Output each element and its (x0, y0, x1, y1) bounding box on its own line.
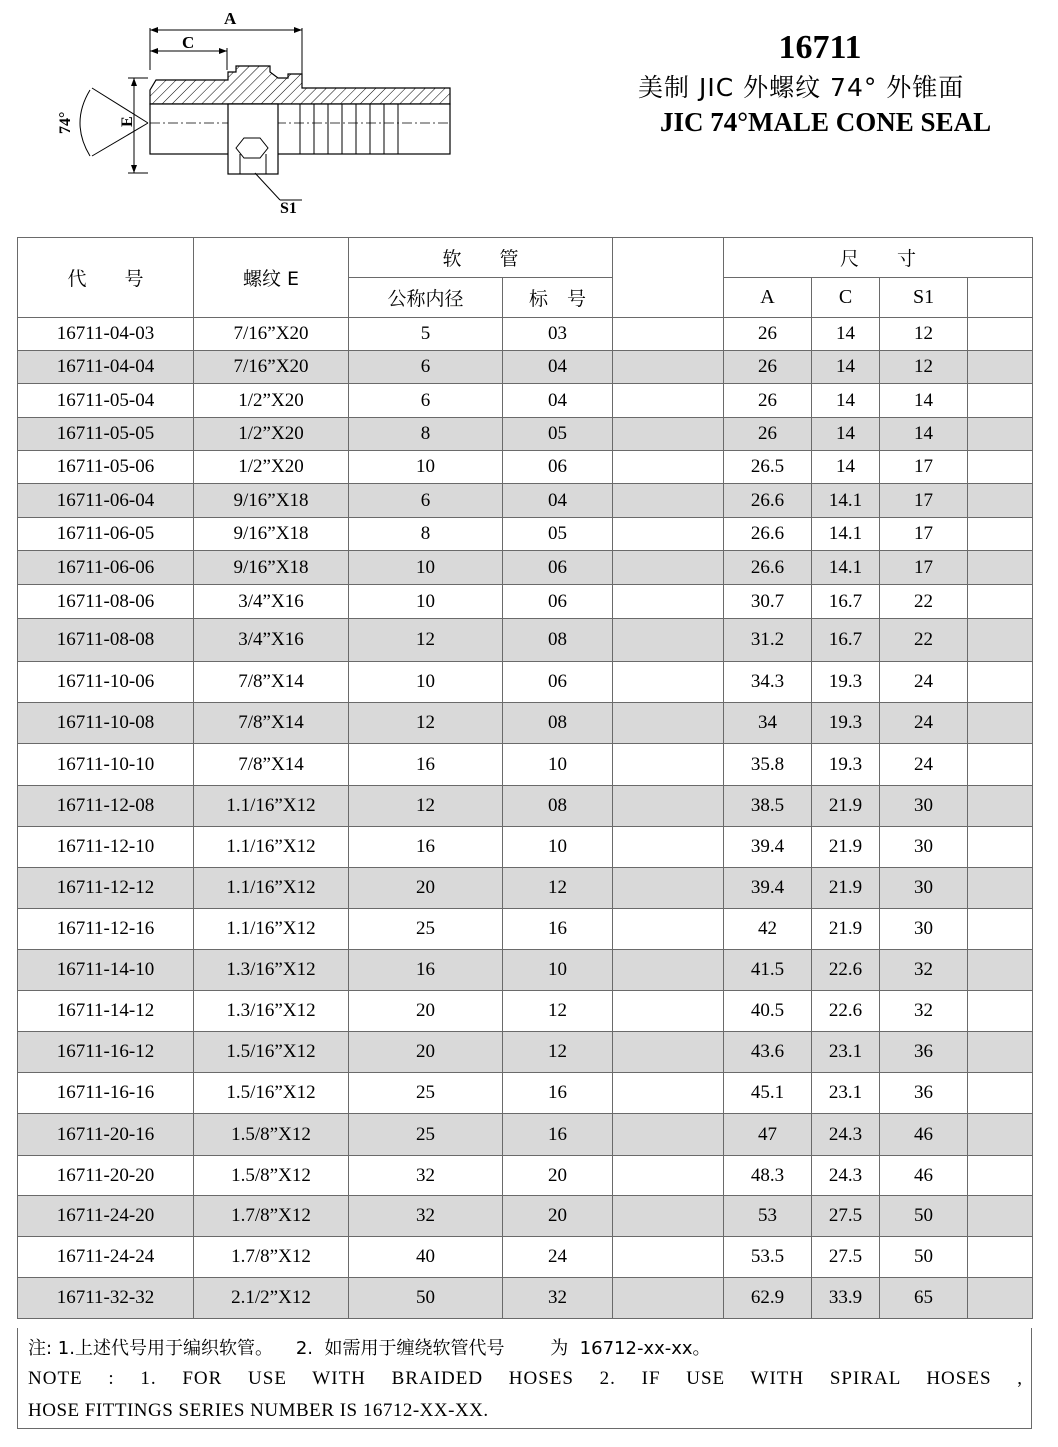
cell-s1: 24 (880, 662, 968, 703)
cell-extra (968, 950, 1033, 991)
cell-thread: 9/16”X18 (194, 551, 349, 585)
cell-s1: 24 (880, 703, 968, 744)
cell-hose-mark: 24 (503, 1237, 613, 1278)
cell-code: 16711-08-08 (18, 619, 194, 662)
cell-s1: 22 (880, 585, 968, 619)
cell-blank (613, 418, 724, 451)
fitting-drawing (30, 8, 470, 223)
cell-a: 41.5 (724, 950, 812, 991)
table-row (18, 786, 1033, 827)
cell-thread: 3/4”X16 (194, 619, 349, 662)
cell-s1: 22 (880, 619, 968, 662)
cell-s1: 17 (880, 451, 968, 484)
cell-s1: 14 (880, 418, 968, 451)
cell-hose-id: 12 (349, 703, 503, 744)
cell-extra (968, 991, 1033, 1032)
cell-hose-id: 25 (349, 1114, 503, 1156)
cell-s1: 30 (880, 786, 968, 827)
cell-extra (968, 518, 1033, 551)
table-row (18, 619, 1033, 662)
cell-a: 26 (724, 351, 812, 384)
cell-a: 45.1 (724, 1073, 812, 1114)
table-row (18, 662, 1033, 703)
cell-extra (968, 551, 1033, 585)
cell-hose-id: 6 (349, 484, 503, 518)
table-row (18, 1237, 1033, 1278)
table-row (18, 518, 1033, 551)
cell-blank (613, 744, 724, 786)
cell-s1: 36 (880, 1032, 968, 1073)
note-english-line1: NOTE : 1. FOR USE WITH BRAIDED HOSES 2. IF USE WITH SPIRAL HOSES , (28, 1368, 1023, 1389)
cell-code: 16711-12-08 (18, 786, 194, 827)
cell-hose-mark: 08 (503, 619, 613, 662)
cell-c: 24.3 (812, 1156, 880, 1196)
cell-thread: 1.1/16”X12 (194, 827, 349, 868)
cell-blank (613, 991, 724, 1032)
table-row (18, 1114, 1033, 1156)
cell-thread: 1.7/8”X12 (194, 1237, 349, 1278)
cell-hose-mark: 10 (503, 744, 613, 786)
table-row (18, 950, 1033, 991)
cell-c: 27.5 (812, 1196, 880, 1237)
cell-thread: 1/2”X20 (194, 451, 349, 484)
cell-extra (968, 384, 1033, 418)
cell-hose-mark: 04 (503, 484, 613, 518)
cell-c: 14 (812, 384, 880, 418)
cell-thread: 1.3/16”X12 (194, 950, 349, 991)
cell-hose-id: 10 (349, 551, 503, 585)
cell-hose-id: 32 (349, 1156, 503, 1196)
cell-s1: 46 (880, 1156, 968, 1196)
cell-thread: 1.1/16”X12 (194, 909, 349, 950)
cell-a: 38.5 (724, 786, 812, 827)
table-row (18, 868, 1033, 909)
cell-c: 33.9 (812, 1278, 880, 1319)
table-row (18, 484, 1033, 518)
cell-code: 16711-16-12 (18, 1032, 194, 1073)
s1-label: S1 (280, 200, 297, 217)
cell-hose-id: 12 (349, 786, 503, 827)
cell-thread: 1/2”X20 (194, 418, 349, 451)
cell-hose-mark: 16 (503, 1073, 613, 1114)
cell-thread: 2.1/2”X12 (194, 1278, 349, 1319)
cell-c: 24.3 (812, 1114, 880, 1156)
cell-a: 53.5 (724, 1237, 812, 1278)
cell-a: 53 (724, 1196, 812, 1237)
cell-c: 16.7 (812, 619, 880, 662)
cell-a: 26 (724, 318, 812, 351)
cell-code: 16711-20-16 (18, 1114, 194, 1156)
cell-hose-id: 16 (349, 744, 503, 786)
cell-c: 14.1 (812, 551, 880, 585)
table-row (18, 551, 1033, 585)
cell-code: 16711-12-16 (18, 909, 194, 950)
header-c: C (812, 278, 880, 318)
table-row (18, 585, 1033, 619)
cell-c: 27.5 (812, 1237, 880, 1278)
cell-extra (968, 1032, 1033, 1073)
cell-hose-id: 6 (349, 351, 503, 384)
cell-extra (968, 1073, 1033, 1114)
part-number: 16711 (778, 29, 862, 66)
cell-c: 19.3 (812, 662, 880, 703)
cell-hose-id: 16 (349, 827, 503, 868)
table-row (18, 318, 1033, 351)
cell-a: 43.6 (724, 1032, 812, 1073)
cell-thread: 1.7/8”X12 (194, 1196, 349, 1237)
cell-code: 16711-24-24 (18, 1237, 194, 1278)
cell-extra (968, 351, 1033, 384)
cell-extra (968, 1237, 1033, 1278)
cell-extra (968, 868, 1033, 909)
cell-blank (613, 868, 724, 909)
cell-hose-id: 20 (349, 868, 503, 909)
title-chinese: 美制 JIC 外螺纹 74° 外锥面 (638, 73, 965, 102)
cell-a: 42 (724, 909, 812, 950)
table-row (18, 703, 1033, 744)
cell-a: 31.2 (724, 619, 812, 662)
table-row (18, 1196, 1033, 1237)
cell-blank (613, 518, 724, 551)
cell-hose-mark: 20 (503, 1156, 613, 1196)
table-row (18, 909, 1033, 950)
cell-a: 26 (724, 418, 812, 451)
notes-box (17, 1328, 1032, 1429)
cell-hose-mark: 32 (503, 1278, 613, 1319)
cell-hose-id: 40 (349, 1237, 503, 1278)
cell-blank (613, 662, 724, 703)
cell-extra (968, 909, 1033, 950)
title-block (600, 28, 1040, 138)
cell-blank (613, 585, 724, 619)
cell-hose-id: 20 (349, 1032, 503, 1073)
cell-c: 21.9 (812, 909, 880, 950)
note-chinese: 注: 1.上述代号用于编织软管。 2. 如需用于缠绕软管代号 为 16712-xx-xx。 (28, 1338, 711, 1359)
cell-a: 30.7 (724, 585, 812, 619)
cell-hose-mark: 12 (503, 868, 613, 909)
cell-s1: 30 (880, 909, 968, 950)
cell-s1: 32 (880, 950, 968, 991)
cell-s1: 50 (880, 1237, 968, 1278)
cell-code: 16711-16-16 (18, 1073, 194, 1114)
cell-blank (613, 827, 724, 868)
header-code: 代 号 (18, 238, 194, 318)
cell-blank (613, 909, 724, 950)
cell-hose-mark: 06 (503, 551, 613, 585)
cell-a: 39.4 (724, 827, 812, 868)
cell-hose-id: 10 (349, 451, 503, 484)
cell-s1: 17 (880, 484, 968, 518)
header-s1: S1 (880, 278, 968, 318)
cell-extra (968, 744, 1033, 786)
cell-a: 47 (724, 1114, 812, 1156)
cell-blank (613, 551, 724, 585)
cell-code: 16711-10-08 (18, 703, 194, 744)
cell-s1: 36 (880, 1073, 968, 1114)
table-row (18, 384, 1033, 418)
cell-s1: 12 (880, 318, 968, 351)
cell-thread: 9/16”X18 (194, 484, 349, 518)
cell-thread: 7/8”X14 (194, 703, 349, 744)
cell-hose-id: 20 (349, 991, 503, 1032)
cell-a: 34.3 (724, 662, 812, 703)
cell-hose-mark: 12 (503, 1032, 613, 1073)
cell-s1: 32 (880, 991, 968, 1032)
cell-c: 14 (812, 451, 880, 484)
header-extra (968, 278, 1033, 318)
cell-thread: 1.5/8”X12 (194, 1156, 349, 1196)
cell-blank (613, 384, 724, 418)
cell-a: 26.6 (724, 484, 812, 518)
cell-s1: 46 (880, 1114, 968, 1156)
cell-code: 16711-06-05 (18, 518, 194, 551)
title-english: JIC 74°MALE CONE SEAL (660, 107, 992, 137)
cell-a: 26.5 (724, 451, 812, 484)
cell-c: 19.3 (812, 703, 880, 744)
dim-a-label: A (224, 9, 237, 28)
cell-hose-mark: 12 (503, 991, 613, 1032)
spec-table (17, 237, 1033, 1319)
cell-s1: 17 (880, 518, 968, 551)
cell-a: 26 (724, 384, 812, 418)
cell-code: 16711-32-32 (18, 1278, 194, 1319)
cell-c: 14 (812, 418, 880, 451)
cell-thread: 7/8”X14 (194, 662, 349, 703)
cell-thread: 1.3/16”X12 (194, 991, 349, 1032)
table-row (18, 351, 1033, 384)
cell-blank (613, 351, 724, 384)
cell-extra (968, 418, 1033, 451)
cell-thread: 9/16”X18 (194, 518, 349, 551)
cell-c: 21.9 (812, 868, 880, 909)
cell-code: 16711-12-12 (18, 868, 194, 909)
cell-extra (968, 451, 1033, 484)
cell-code: 16711-05-04 (18, 384, 194, 418)
cell-hose-id: 10 (349, 585, 503, 619)
cell-c: 14 (812, 351, 880, 384)
cell-code: 16711-05-05 (18, 418, 194, 451)
table-row (18, 1073, 1033, 1114)
cell-extra (968, 662, 1033, 703)
cell-extra (968, 827, 1033, 868)
cell-hose-id: 50 (349, 1278, 503, 1319)
cell-c: 14.1 (812, 518, 880, 551)
cell-code: 16711-10-06 (18, 662, 194, 703)
cell-code: 16711-12-10 (18, 827, 194, 868)
table-row (18, 451, 1033, 484)
table-row (18, 418, 1033, 451)
cell-blank (613, 1156, 724, 1196)
cell-c: 14.1 (812, 484, 880, 518)
cell-hose-id: 10 (349, 662, 503, 703)
cell-hose-mark: 03 (503, 318, 613, 351)
cell-a: 26.6 (724, 551, 812, 585)
cell-blank (613, 1073, 724, 1114)
cell-extra (968, 318, 1033, 351)
header-hose: 软 管 (349, 238, 613, 278)
cell-hose-mark: 04 (503, 351, 613, 384)
cell-hose-mark: 08 (503, 703, 613, 744)
cell-extra (968, 1114, 1033, 1156)
cell-blank (613, 786, 724, 827)
cell-extra (968, 619, 1033, 662)
header-thread: 螺纹 E (194, 238, 349, 318)
cell-s1: 12 (880, 351, 968, 384)
cell-code: 16711-05-06 (18, 451, 194, 484)
cell-blank (613, 1278, 724, 1319)
cell-thread: 1/2”X20 (194, 384, 349, 418)
cell-code: 16711-04-03 (18, 318, 194, 351)
cell-hose-mark: 05 (503, 418, 613, 451)
cell-hose-mark: 06 (503, 451, 613, 484)
cell-hose-id: 5 (349, 318, 503, 351)
header-blank (613, 238, 724, 318)
cell-blank (613, 1237, 724, 1278)
cell-c: 16.7 (812, 585, 880, 619)
cell-code: 16711-06-04 (18, 484, 194, 518)
cell-c: 21.9 (812, 827, 880, 868)
cell-blank (613, 1196, 724, 1237)
cell-code: 16711-08-06 (18, 585, 194, 619)
cell-blank (613, 318, 724, 351)
cell-hose-id: 8 (349, 518, 503, 551)
cell-hose-mark: 05 (503, 518, 613, 551)
cell-extra (968, 1278, 1033, 1319)
cell-a: 26.6 (724, 518, 812, 551)
header-hose-mark: 标 号 (503, 278, 613, 318)
cell-hose-id: 16 (349, 950, 503, 991)
cell-c: 14 (812, 318, 880, 351)
table-row (18, 1032, 1033, 1073)
cell-blank (613, 619, 724, 662)
cell-s1: 30 (880, 827, 968, 868)
cell-extra (968, 585, 1033, 619)
cell-c: 23.1 (812, 1032, 880, 1073)
cell-thread: 1.5/16”X12 (194, 1073, 349, 1114)
cell-thread: 1.1/16”X12 (194, 786, 349, 827)
header-a: A (724, 278, 812, 318)
cell-code: 16711-14-10 (18, 950, 194, 991)
cell-blank (613, 1114, 724, 1156)
cell-a: 48.3 (724, 1156, 812, 1196)
cell-c: 22.6 (812, 991, 880, 1032)
cell-c: 21.9 (812, 786, 880, 827)
note-english-line2: HOSE FITTINGS SERIES NUMBER IS 16712-XX-XX. (28, 1400, 489, 1421)
cell-hose-mark: 10 (503, 950, 613, 991)
dim-e-label: E (119, 116, 136, 127)
cell-hose-id: 25 (349, 1073, 503, 1114)
cell-code: 16711-06-06 (18, 551, 194, 585)
cell-hose-mark: 16 (503, 909, 613, 950)
table-row (18, 1156, 1033, 1196)
cell-c: 22.6 (812, 950, 880, 991)
cell-a: 39.4 (724, 868, 812, 909)
cell-thread: 1.1/16”X12 (194, 868, 349, 909)
cell-hose-mark: 06 (503, 585, 613, 619)
cell-s1: 17 (880, 551, 968, 585)
cell-hose-id: 8 (349, 418, 503, 451)
dim-c-label: C (182, 33, 195, 52)
cell-code: 16711-04-04 (18, 351, 194, 384)
cell-thread: 3/4”X16 (194, 585, 349, 619)
cell-a: 62.9 (724, 1278, 812, 1319)
cell-hose-mark: 04 (503, 384, 613, 418)
cell-hose-mark: 16 (503, 1114, 613, 1156)
cell-code: 16711-20-20 (18, 1156, 194, 1196)
angle-label: 74° (57, 111, 74, 134)
cell-blank (613, 703, 724, 744)
cell-extra (968, 703, 1033, 744)
header-hose-id: 公称内径 (349, 278, 503, 318)
cell-hose-id: 6 (349, 384, 503, 418)
cell-hose-id: 32 (349, 1196, 503, 1237)
cell-s1: 30 (880, 868, 968, 909)
table-row (18, 991, 1033, 1032)
cell-s1: 24 (880, 744, 968, 786)
cell-thread: 1.5/8”X12 (194, 1114, 349, 1156)
cell-code: 16711-14-12 (18, 991, 194, 1032)
cell-s1: 65 (880, 1278, 968, 1319)
cell-s1: 14 (880, 384, 968, 418)
cell-extra (968, 1156, 1033, 1196)
cell-hose-mark: 20 (503, 1196, 613, 1237)
cell-extra (968, 786, 1033, 827)
cell-hose-mark: 08 (503, 786, 613, 827)
cell-thread: 7/16”X20 (194, 351, 349, 384)
cell-blank (613, 950, 724, 991)
cell-code: 16711-24-20 (18, 1196, 194, 1237)
cell-hose-mark: 10 (503, 827, 613, 868)
header-dims: 尺 寸 (724, 238, 1033, 278)
table-row (18, 827, 1033, 868)
cell-a: 35.8 (724, 744, 812, 786)
cell-blank (613, 451, 724, 484)
cell-a: 40.5 (724, 991, 812, 1032)
cell-code: 16711-10-10 (18, 744, 194, 786)
table-row (18, 744, 1033, 786)
cell-thread: 7/16”X20 (194, 318, 349, 351)
cell-c: 19.3 (812, 744, 880, 786)
cell-blank (613, 484, 724, 518)
cell-a: 34 (724, 703, 812, 744)
cell-thread: 1.5/16”X12 (194, 1032, 349, 1073)
cell-hose-id: 12 (349, 619, 503, 662)
cell-extra (968, 1196, 1033, 1237)
cell-c: 23.1 (812, 1073, 880, 1114)
cell-hose-id: 25 (349, 909, 503, 950)
cell-s1: 50 (880, 1196, 968, 1237)
cell-blank (613, 1032, 724, 1073)
cell-extra (968, 484, 1033, 518)
table-row (18, 1278, 1033, 1319)
cell-hose-mark: 06 (503, 662, 613, 703)
cell-thread: 7/8”X14 (194, 744, 349, 786)
